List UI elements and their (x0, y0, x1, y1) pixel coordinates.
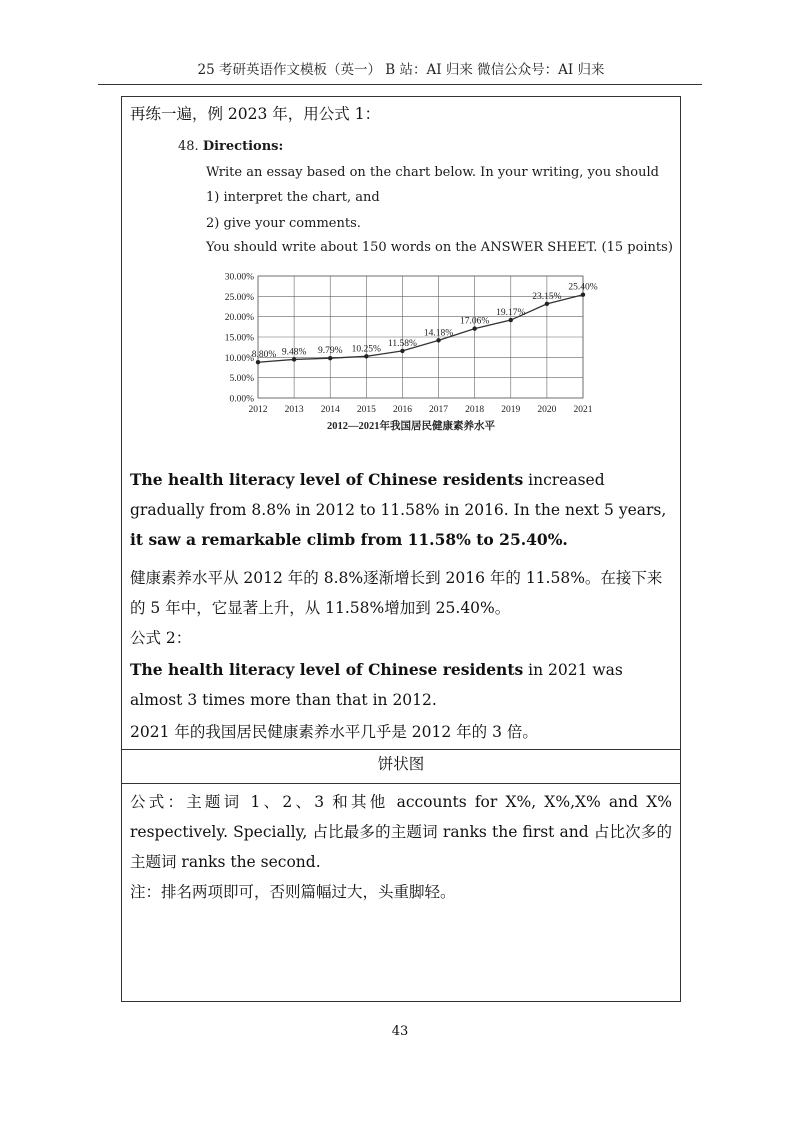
pie-formula: 公式：主题词 1、2、3 和其他 accounts for X%, X%,X% and X% respectively. Specially, 占比最多的主题词 ranks the first and 占比次多的主题词 ranks the second. (130, 793, 672, 871)
x-tick-label: 2017 (429, 405, 449, 415)
content-table (121, 96, 681, 1002)
x-tick-label: 2014 (320, 405, 340, 415)
data-point (545, 302, 549, 306)
y-tick-label: 10.00% (224, 353, 254, 364)
data-label: 19.17% (496, 308, 526, 319)
data-point (328, 356, 332, 360)
y-tick-label: 20.00% (224, 313, 254, 324)
x-tick-label: 2012 (248, 405, 268, 415)
data-label: 8.80% (251, 350, 277, 361)
formula-2-label: 公式 2： (130, 629, 192, 647)
data-label: 25.40% (568, 282, 598, 293)
data-label: 14.18% (423, 328, 454, 339)
literacy-line-chart (122, 97, 680, 437)
pie-note: 注：排名两项即可，否则篇幅过大，头重脚轻。 (130, 883, 456, 901)
y-axis-ticks (225, 273, 254, 405)
direction-line: Write an essay based on the chart below. In your writing, you should (206, 165, 659, 180)
header-rule (98, 84, 702, 85)
data-point (256, 360, 260, 364)
sample-translation-1: 健康素养水平从 2012 年的 8.8%逐渐增长到 2016 年的 11.58%。在接下来的 5 年中，它显著上升，从 11.58%增加到 25.40%。 (130, 569, 663, 617)
pie-chart-section-title: 饼状图 (377, 755, 425, 773)
row-divider (122, 749, 680, 750)
formula-2-translation: 2021 年的我国居民健康素养水平几乎是 2012 年的 3 倍。 (130, 723, 538, 741)
sample-bold-subject: The health literacy level of Chinese residents (130, 470, 524, 489)
direction-line: 2) give your comments. (206, 216, 361, 231)
data-label: 17.06% (460, 316, 490, 327)
formula-2-sentence (130, 655, 672, 715)
direction-line: 1) interpret the chart, and (206, 190, 380, 205)
data-point (509, 318, 513, 322)
row-divider (122, 783, 680, 784)
data-label: 10.25% (351, 344, 381, 355)
y-tick-label: 0.00% (229, 394, 254, 405)
directions-label: Directions: (202, 139, 284, 154)
sample-bold-climb: it saw a remarkable climb from 11.58% to 25.40%. (130, 530, 568, 549)
formula-2-bold-subject: The health literacy level of Chinese residents (130, 660, 524, 679)
series-line (258, 295, 583, 363)
data-point (364, 354, 368, 358)
x-axis-ticks (249, 405, 593, 415)
x-tick-label: 2019 (501, 405, 521, 415)
data-label: 23.15% (532, 291, 562, 302)
chart-title: 2012—2021年我国居民健康素养水平 (327, 421, 495, 432)
x-tick-label: 2016 (392, 405, 412, 415)
data-point (472, 326, 476, 330)
y-tick-label: 5.00% (229, 374, 254, 385)
formula-2-text: in 2021 was almost 3 times more than that in 2012. (130, 661, 623, 709)
data-labels (252, 283, 598, 361)
y-tick-label: 30.00% (224, 272, 254, 283)
intro-text: 再练一遍，例 2023 年，用公式 1： (130, 105, 381, 123)
sample-text: increased gradually from 8.8% in 2012 to 11.58% in 2016. In the next 5 years, (130, 471, 667, 519)
x-tick-label: 2020 (537, 405, 557, 415)
data-label: 9.48% (281, 347, 307, 358)
question-number: 48. (178, 139, 199, 154)
sample-paragraph-1 (130, 465, 672, 555)
page-number: 43 (391, 1024, 409, 1039)
x-tick-label: 2018 (465, 405, 485, 415)
data-point (400, 349, 404, 353)
x-tick-label: 2021 (573, 405, 593, 415)
data-point (436, 338, 440, 342)
data-label: 11.58% (387, 338, 417, 349)
running-header: 25 考研英语作文模板（英一） B 站：AI 归来 微信公众号：AI 归来 (197, 62, 605, 78)
y-tick-label: 25.00% (224, 292, 254, 303)
data-point (581, 293, 585, 297)
data-label: 9.79% (317, 346, 343, 357)
x-tick-label: 2015 (356, 405, 376, 415)
y-tick-label: 15.00% (224, 333, 254, 344)
x-tick-label: 2013 (284, 405, 304, 415)
data-point (292, 357, 296, 361)
direction-line: You should write about 150 words on the ANSWER SHEET. (15 points) (206, 240, 673, 255)
